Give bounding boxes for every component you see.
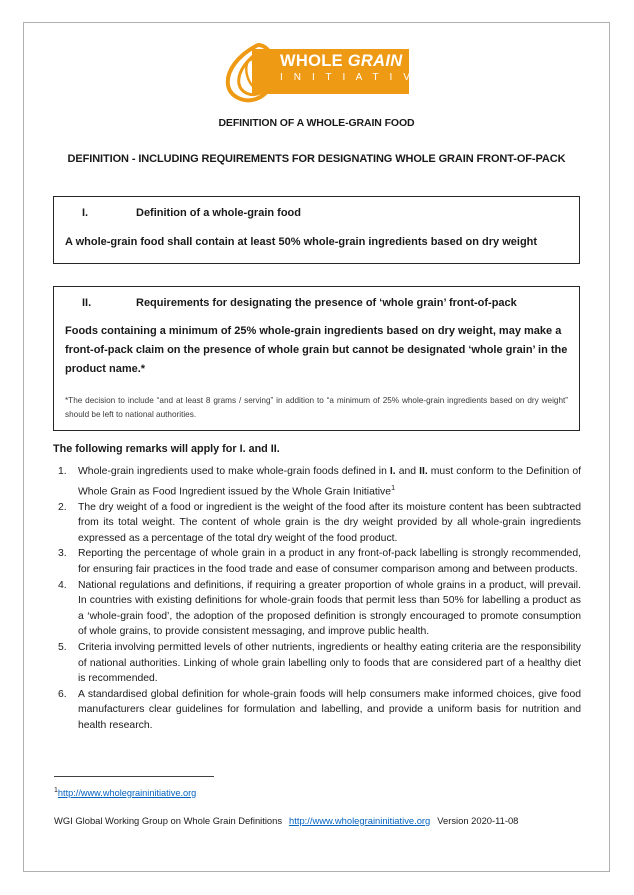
whole-grain-initiative-logo xyxy=(224,43,432,103)
logo-container xyxy=(52,43,581,103)
list-item: Reporting the percentage of whole grain in a product in any front-of-pack labelling is strongly recommended, for ensuring fair practices in the food trade and ease of consumer comparison among and between products. xyxy=(78,548,581,576)
definition-box-i-heading xyxy=(65,207,568,219)
definition-box-ii-number: II. xyxy=(82,297,92,309)
definition-box-i-number: I. xyxy=(82,207,89,219)
remarks-heading: The following remarks will apply for I. and II. xyxy=(53,443,280,455)
list-item: National regulations and definitions, if requiring a greater proportion of whole grains in a product, will prevail. In countries with existing definitions for whole-grain foods that permit less than 50% for labelling a product as a ‘whole-grain food’, the adoption of the proposed definition is strongly encouraged to promote consumption of whole grains, to provide consistent messaging, and improve public health. xyxy=(78,579,581,638)
footer-link[interactable]: http://www.wholegraininitiative.org xyxy=(289,814,431,826)
footer-org: WGI Global Working Group on Whole Grain Definitions xyxy=(54,814,283,826)
page-content xyxy=(24,23,609,827)
list-item: A standardised global definition for whole-grain foods will help consumers make informed choices, give food manufacturers clear guidelines for formulation and labelling, and provide a uniform basis for nutrition and health research. xyxy=(78,688,581,731)
logo-word-grain: GRAIN xyxy=(347,52,403,70)
footnote-number: 1 xyxy=(54,786,58,794)
footnote-separator xyxy=(54,776,214,777)
logo-word-whole: WHOLE xyxy=(280,52,348,70)
logo-wordmark xyxy=(280,52,432,84)
definition-box-ii-body: Foods containing a minimum of 25% whole-grain ingredients based on dry weight, may make a front-of-pack claim on the presence of whole grain but cannot be designated ‘whole grain’ in the product name.* xyxy=(65,325,568,375)
list-item xyxy=(52,464,581,500)
remarks-list xyxy=(52,464,581,734)
footnote-entry xyxy=(54,784,581,800)
definition-box-i-title: Definition of a whole-grain food xyxy=(136,207,301,219)
definition-box-i-body: A whole-grain food shall contain at least 50% whole-grain ingredients based on dry weight xyxy=(65,236,538,248)
footer-version: Version 2020-11-08 xyxy=(437,814,519,826)
document-page xyxy=(23,22,610,872)
definition-box-ii-footnote: *The decision to include “and at least 8 grams / serving” in addition to “a minimum of 25% whole-grain ingredients based on dry weight” should be left to national authorities. xyxy=(65,396,568,419)
page-title: DEFINITION OF A WHOLE-GRAIN FOOD xyxy=(218,117,415,129)
logo-line-primary xyxy=(280,53,404,70)
remark-1-ref-i: I. xyxy=(389,466,396,477)
list-item: Criteria involving permitted levels of other nutrients, ingredients or healthy eating criteria are the responsibility of national authorities. Linking of whole grain labelling only to foods that are considered part of a healthy diet is recommended. xyxy=(78,642,581,685)
page-subtitle: DEFINITION - INCLUDING REQUIREMENTS FOR DESIGNATING WHOLE GRAIN FRONT-OF-PACK xyxy=(67,153,566,165)
footnote-marker: 1 xyxy=(391,482,396,492)
remark-1-ref-ii: II. xyxy=(419,466,428,477)
definition-box-i xyxy=(53,196,580,264)
remark-1-mid: and xyxy=(395,466,420,477)
list-item: The dry weight of a food or ingredient is the weight of the food after its moisture content has been subtracted from its total weight. The content of whole grain is the dry weight provided by all whole-grain ingredients expressed as a percentage of the total dry weight of the food product. xyxy=(78,501,581,544)
logo-line-secondary: I N I T I A T I V E xyxy=(280,72,432,83)
page-footer xyxy=(54,814,581,827)
footnote-link[interactable]: http://www.wholegraininitiative.org xyxy=(57,787,197,798)
remark-1-pre: Whole-grain ingredients used to make whole-grain foods defined in xyxy=(78,466,390,477)
definition-box-ii-title: Requirements for designating the presence of ‘whole grain’ front-of-pack xyxy=(136,297,517,309)
definition-box-ii xyxy=(53,286,580,431)
definition-box-ii-heading xyxy=(65,297,568,309)
remark-1-post: must conform to the Definition of Whole Grain as Food Ingredient issued by the Whole Grain Initiative xyxy=(78,466,581,498)
